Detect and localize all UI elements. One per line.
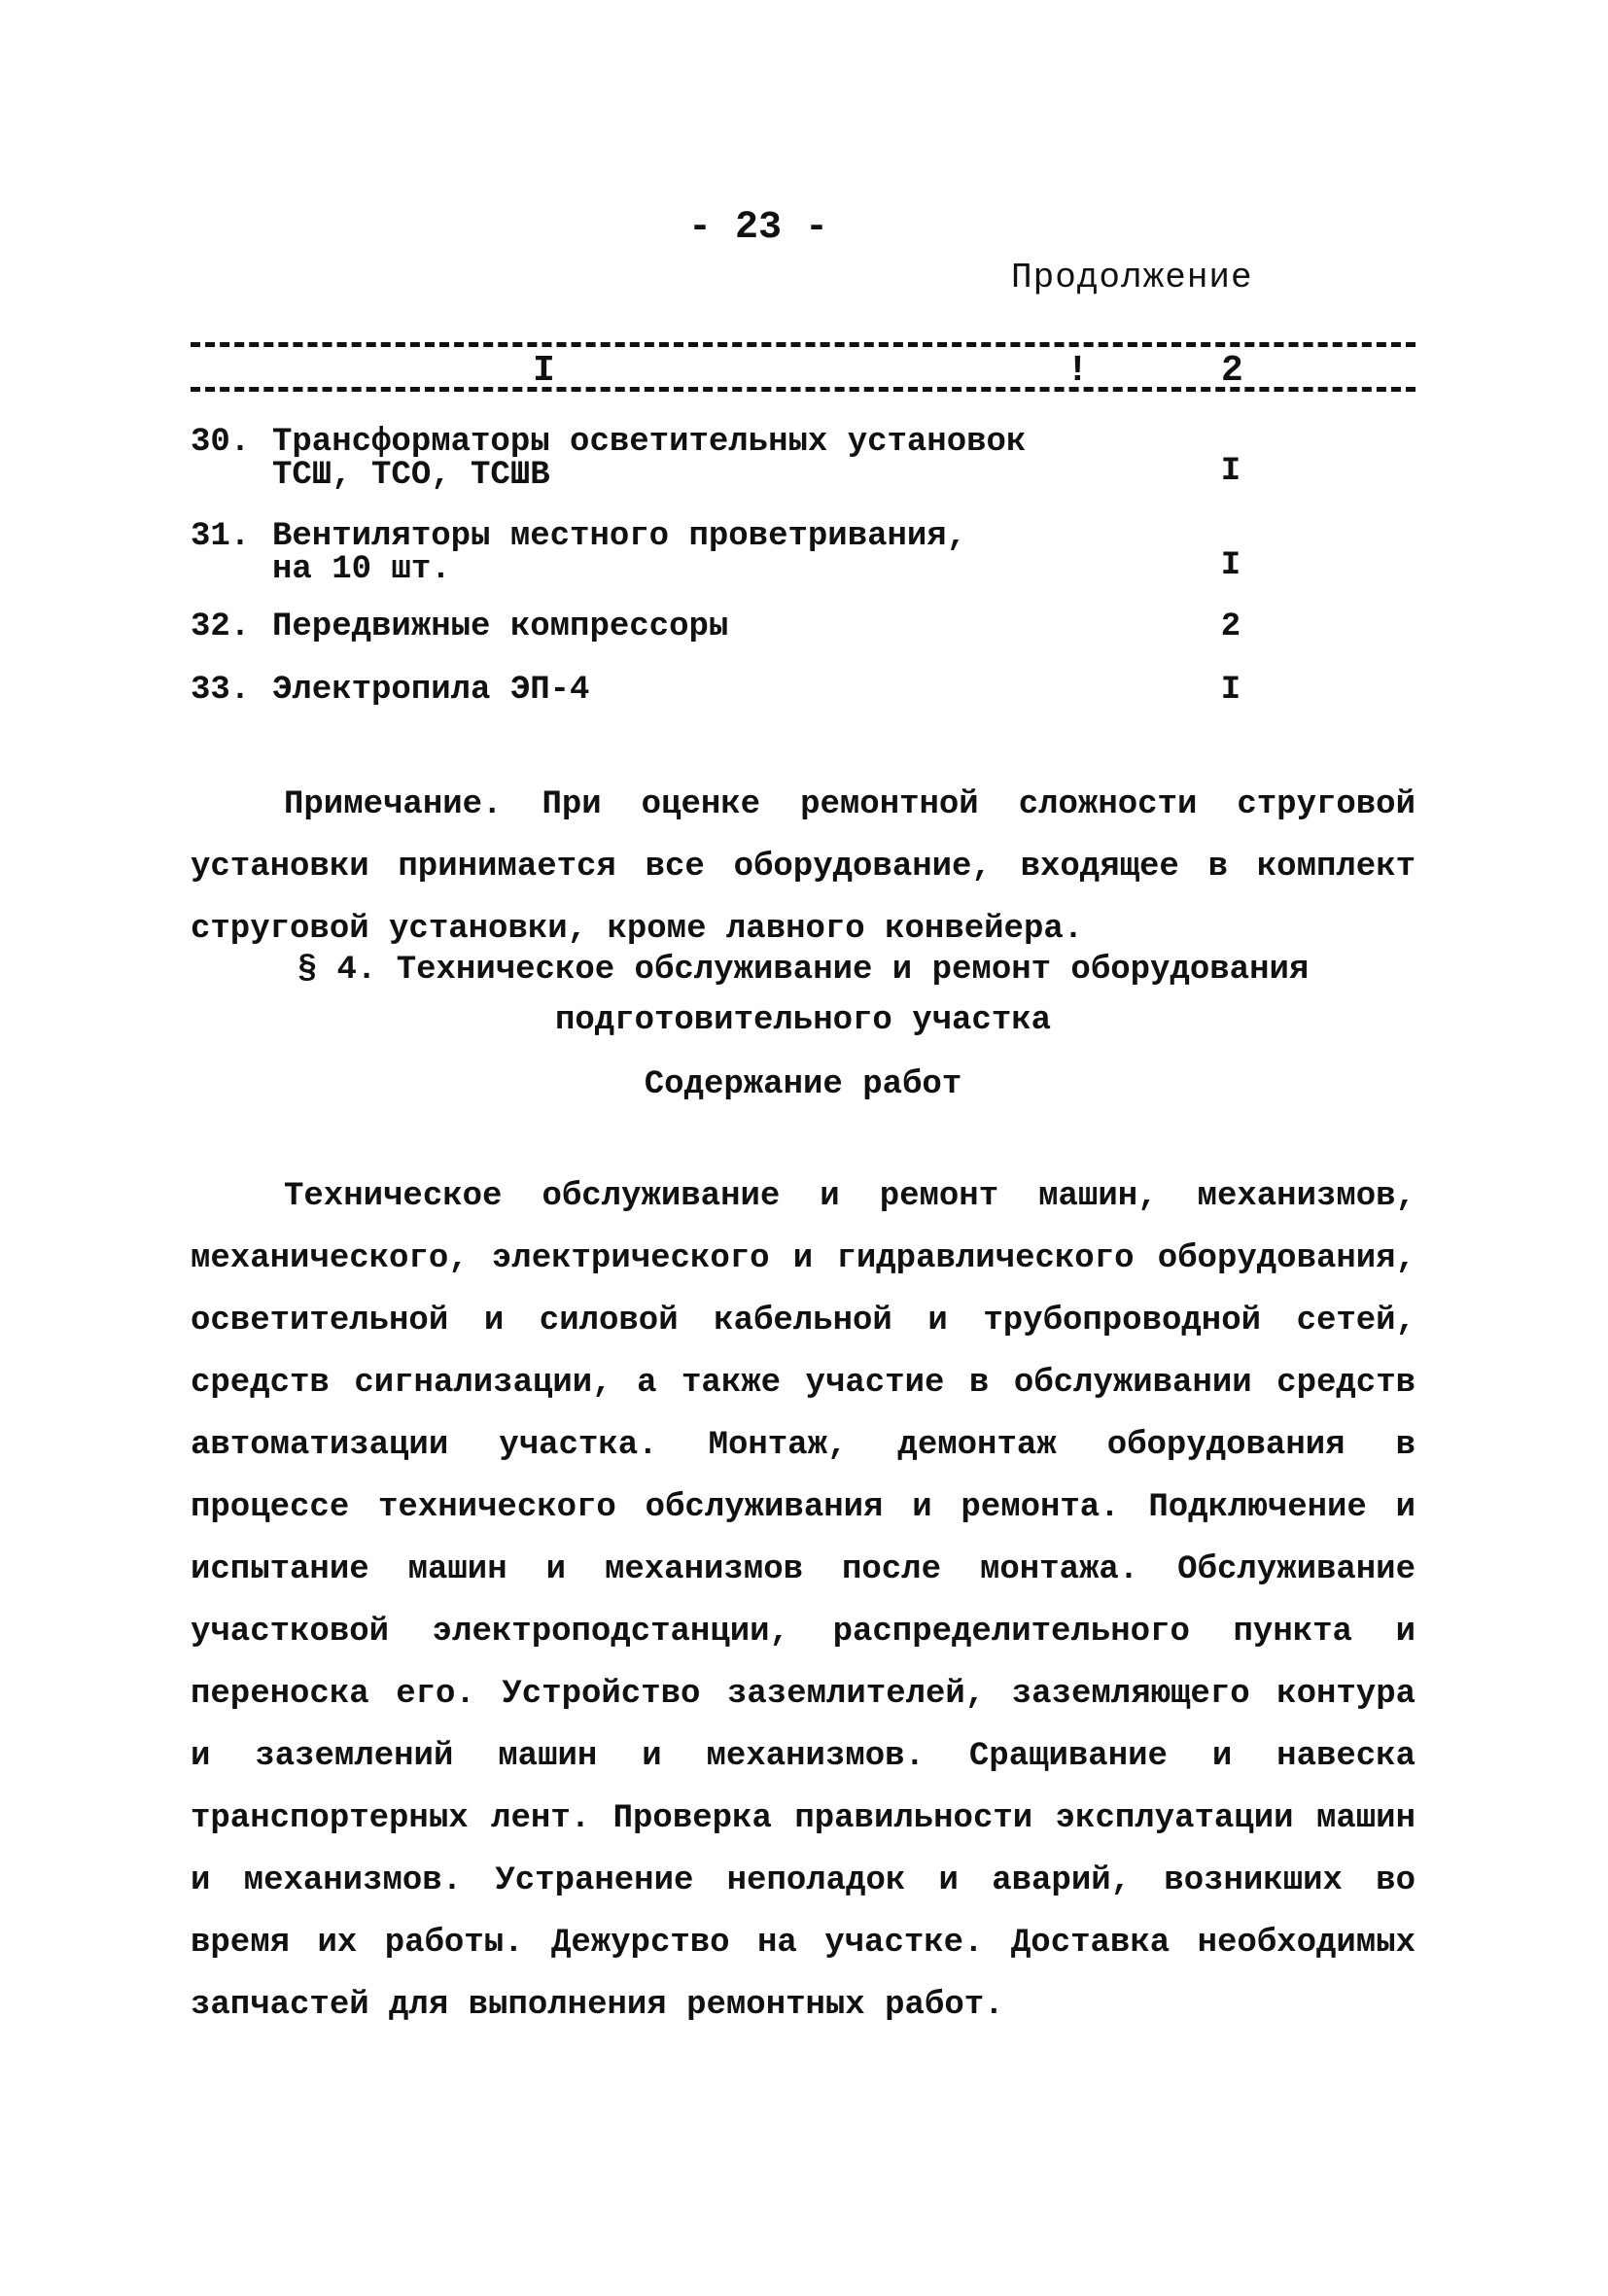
row-name: Передвижные компрессоры: [272, 609, 729, 645]
table-top-rule: [191, 342, 1416, 347]
row-quantity: I: [1220, 547, 1241, 584]
row-name: Вентиляторы местного проветривания, на 10 шт.: [272, 518, 967, 588]
page-number: - 23 -: [687, 206, 829, 250]
row-number: 31.: [191, 518, 251, 555]
body-paragraph: Техническое обслуживание и ремонт машин, механизмов, механического, электрического и гидравлического оборудования, осветительной и силовой кабельной и трубопроводной сетей, средств сигнализации, а также участие в обслуживании средств автоматизации участка. Монтаж, демонтаж оборудования в процессе технического обслуживания и ремонта. Подключение и испытание машин и механизмов после монтажа. Обслуживание участковой электроподстанции, распределительного пункта и переноска его. Устройство заземлителей, заземляющего контура и заземлений машин и механизмов. Сращивание и навеска транспортерных лент. Проверка правильности эксплуатации машин и механизмов. Устранение неполадок и аварий, возникших во время их работы. Дежурство на участке. Доставка необходимых запчастей для выполнения ремонтных работ.: [191, 1178, 1416, 2024]
row-name: Трансформаторы осветительных установок ТСШ, ТСО, ТСШВ: [272, 424, 1027, 494]
row-quantity: I: [1220, 672, 1241, 709]
column-separator: !: [1066, 350, 1089, 392]
row-number: 33.: [191, 672, 251, 709]
subheading: Содержание работ: [644, 1066, 962, 1103]
row-quantity: I: [1220, 453, 1241, 490]
continuation-label: Продолжение: [1011, 258, 1253, 297]
table-note: Примечание. При оценке ремонтной сложности струговой установки принимается все оборудование, входящее в комплект струговой установки, кроме лавного конвейера.: [191, 786, 1416, 948]
row-number: 32.: [191, 609, 251, 645]
row-quantity: 2: [1220, 609, 1241, 645]
row-number: 30.: [191, 424, 251, 461]
column-header-2: 2: [1221, 350, 1243, 392]
section-heading: § 4. Техническое обслуживание и ремонт оборудования подготовительного участка: [297, 952, 1310, 1039]
table-header-rule: [191, 387, 1416, 392]
column-header-1: I: [533, 350, 555, 392]
row-name: Электропила ЭП-4: [272, 672, 590, 709]
